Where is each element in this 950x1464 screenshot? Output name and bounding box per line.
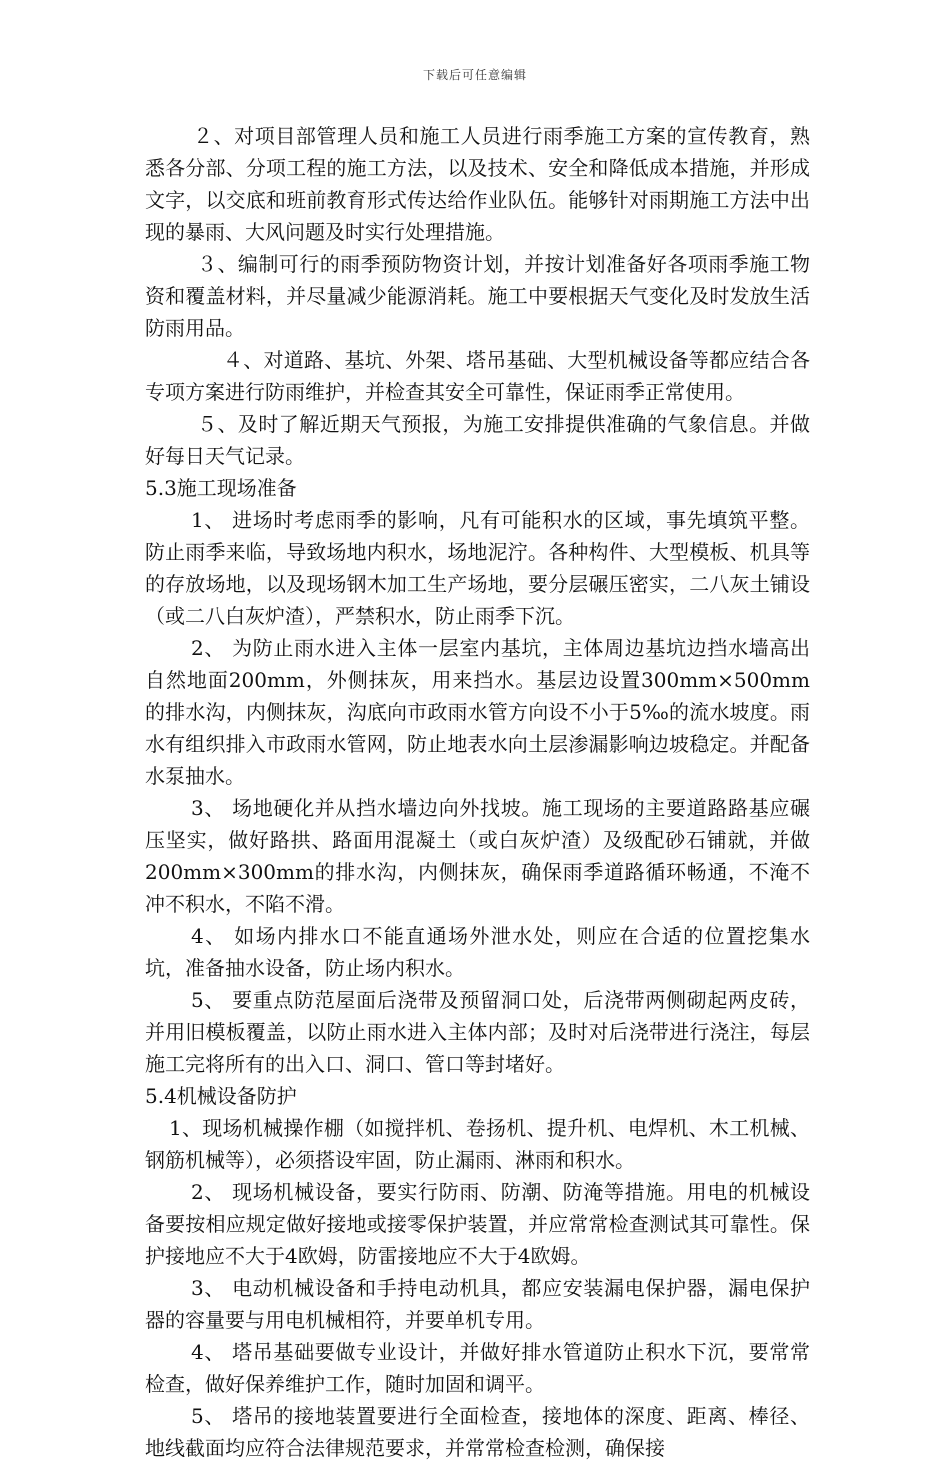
paragraph: ５、及时了解近期天气预报，为施工安排提供准确的气象信息。并做好每日天气记录。 bbox=[145, 412, 810, 468]
paragraph: 2、 现场机械设备，要实行防雨、防潮、防淹等措施。用电的机械设备要按相应规定做好接地或接零保护装置，并应常常检查测试其可靠性。保护接地应不大于4欧姆，防雷接地应不大于4欧姆。 bbox=[145, 1180, 810, 1268]
section-heading: 5.3施工现场准备 bbox=[145, 476, 297, 500]
paragraph: 3、 场地硬化并从挡水墙边向外找坡。施工现场的主要道路路基应碾压坚实，做好路拱、路面用混凝土（或白灰炉渣）及级配砂石铺就，并做200mm×300mm的排水沟，内侧抹灰，确保雨季道路循环畅通，不淹不冲不积水，不陷不滑。 bbox=[145, 796, 810, 916]
paragraph: 1、现场机械操作棚（如搅拌机、卷扬机、提升机、电焊机、木工机械、钢筋机械等），必须搭设牢固，防止漏雨、淋雨和积水。 bbox=[145, 1116, 810, 1172]
paragraph: 2、 为防止雨水进入主体一层室内基坑，主体周边基坑边挡水墙高出自然地面200mm，外侧抹灰，用来挡水。基层边设置300mm×500mm的排水沟，内侧抹灰，沟底向市政雨水管方向设不小于5‰的流水坡度。雨水有组织排入市政雨水管网，防止地表水向土层渗漏影响边坡稳定。并配备水泵抽水。 bbox=[145, 636, 810, 788]
paragraph: ３、编制可行的雨季预防物资计划，并按计划准备好各项雨季施工物资和覆盖材料，并尽量减少能源消耗。施工中要根据天气变化及时发放生活防雨用品。 bbox=[145, 252, 810, 340]
document-body bbox=[145, 120, 810, 1464]
section-heading: 5.4机械设备防护 bbox=[145, 1084, 297, 1108]
paragraph: 5、 塔吊的接地装置要进行全面检查，接地体的深度、距离、棒径、地线截面均应符合法律规范要求，并常常检查检测，确保接 bbox=[145, 1404, 810, 1460]
paragraph: 4、 塔吊基础要做专业设计，并做好排水管道防止积水下沉，要常常检查，做好保养维护工作，随时加固和调平。 bbox=[145, 1340, 810, 1396]
paragraph: ２、对项目部管理人员和施工人员进行雨季施工方案的宣传教育，熟悉各分部、分项工程的施工方法，以及技术、安全和降低成本措施，并形成文字，以交底和班前教育形式传达给作业队伍。能够针对雨期施工方法中出现的暴雨、大风问题及时实行处理措施。 bbox=[145, 124, 810, 244]
page-header: 下载后可任意编辑 bbox=[422, 68, 527, 82]
paragraph: ４、对道路、基坑、外架、塔吊基础、大型机械设备等都应结合各专项方案进行防雨维护，并检查其安全可靠性，保证雨季正常使用。 bbox=[145, 348, 810, 404]
paragraph: 5、 要重点防范屋面后浇带及预留洞口处，后浇带两侧砌起两皮砖，并用旧模板覆盖，以防止雨水进入主体内部；及时对后浇带进行浇注，每层施工完将所有的出入口、洞口、管口等封堵好。 bbox=[145, 988, 810, 1076]
paragraph: 3、 电动机械设备和手持电动机具，都应安装漏电保护器，漏电保护器的容量要与用电机械相符，并要单机专用。 bbox=[145, 1276, 810, 1332]
paragraph: 4、 如场内排水口不能直通场外泄水处，则应在合适的位置挖集水坑，准备抽水设备，防止场内积水。 bbox=[145, 924, 810, 980]
paragraph: 1、 进场时考虑雨季的影响，凡有可能积水的区域，事先填筑平整。防止雨季来临，导致场地内积水，场地泥泞。各种构件、大型模板、机具等的存放场地，以及现场钢木加工生产场地，要分层碾压密实，二八灰土铺设（或二八白灰炉渣），严禁积水，防止雨季下沉。 bbox=[145, 508, 810, 628]
